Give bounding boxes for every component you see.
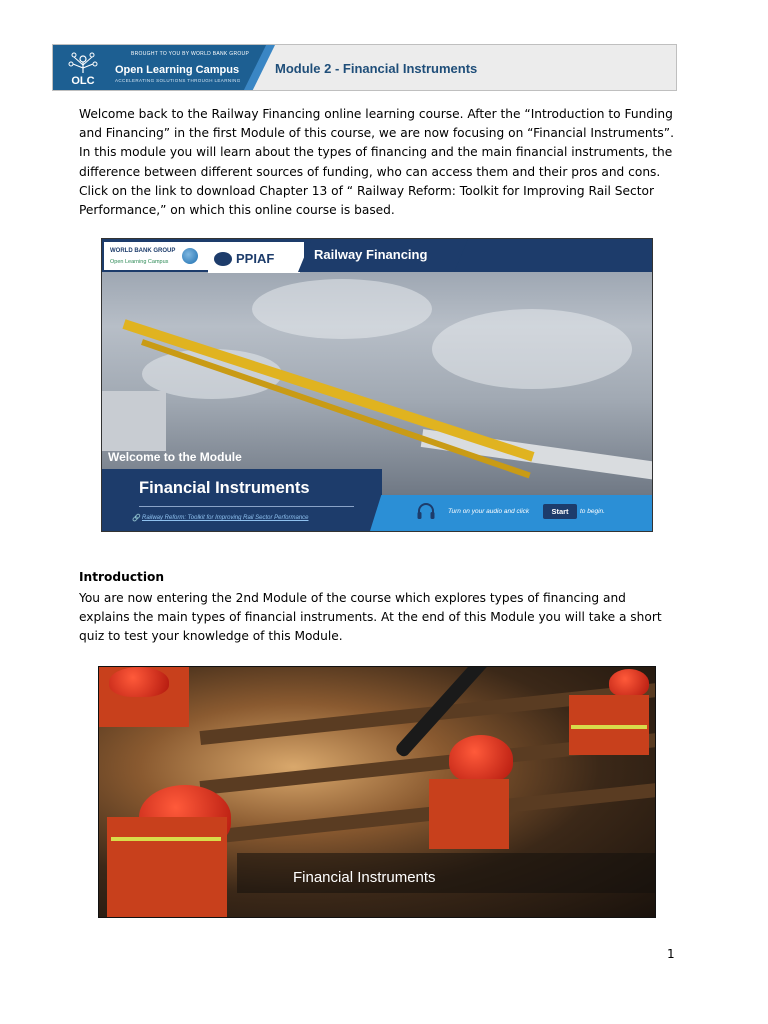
world-bank-subtitle: Open Learning Campus — [110, 259, 169, 265]
building-shape — [102, 391, 166, 451]
ppiaf-logo — [208, 245, 300, 273]
welcome-paragraph: Welcome back to the Railway Financing online learning course. After the “Introduction to Funding and Financing” in the first Module of this course, we are now focusing on “Financial Instruments”. In this module you will learn about the types of financing and the main financial instruments, the difference between different sources of funding, who can access them and their pros and cons. Click on the link to download Chapter 13 of “ Railway Reform: Toolkit for Improving Rail Sector Performance,” on which this online course is based. — [79, 107, 674, 218]
course-slide-image[interactable] — [101, 238, 653, 532]
introduction-paragraph: You are now entering the 2nd Module of the course which explores types of financing and explains the main types of financial instruments. At the end of this Module you will take a short quiz to test your knowledge of this Module. — [79, 591, 662, 644]
slide-module-name: Financial Instruments — [139, 479, 310, 497]
headphones-icon — [416, 502, 436, 520]
olc-tree-logo-icon — [63, 49, 103, 87]
begin-text: to begin. — [580, 508, 605, 515]
introduction-heading: Introduction — [79, 570, 165, 584]
link-icon: 🔗 — [132, 515, 141, 522]
olc-abbr: OLC — [71, 75, 95, 87]
start-button[interactable]: Start — [543, 504, 577, 519]
worker-vest-shape — [107, 817, 227, 917]
campus-tagline: ACCELERATING SOLUTIONS THROUGH LEARNING — [115, 78, 241, 83]
audio-prompt-text: Turn on your audio and click — [448, 508, 530, 515]
welcome-to-module-text: Welcome to the Module — [108, 450, 242, 464]
ppiaf-label: PPIAF — [236, 251, 275, 266]
brought-by-text: BROUGHT TO YOU BY WORLD BANK GROUP — [131, 51, 250, 57]
world-bank-title: WORLD BANK GROUP — [110, 248, 176, 254]
toolkit-link[interactable]: Railway Reform: Toolkit for Improving Rail Sector Performance — [142, 515, 309, 521]
cloud-shape — [432, 309, 632, 389]
ppiaf-mark-icon — [214, 252, 232, 266]
campus-title: Open Learning Campus — [115, 64, 240, 76]
helmet-shape — [109, 667, 169, 697]
course-title: Railway Financing — [314, 247, 428, 262]
photo-caption: Financial Instruments — [293, 869, 436, 886]
reflective-stripe — [571, 725, 647, 729]
worker-vest-shape — [429, 779, 509, 849]
reflective-stripe — [111, 837, 221, 841]
divider — [139, 506, 354, 507]
header-banner — [52, 44, 677, 91]
helmet-shape — [609, 669, 649, 697]
workers-photo — [98, 666, 656, 918]
helmet-shape — [449, 735, 513, 783]
globe-icon — [182, 248, 198, 264]
cloud-shape — [252, 279, 432, 339]
world-bank-logo-box — [104, 242, 304, 270]
page-title: Module 2 - Financial Instruments — [275, 61, 478, 76]
page-number: 1 — [667, 947, 675, 961]
